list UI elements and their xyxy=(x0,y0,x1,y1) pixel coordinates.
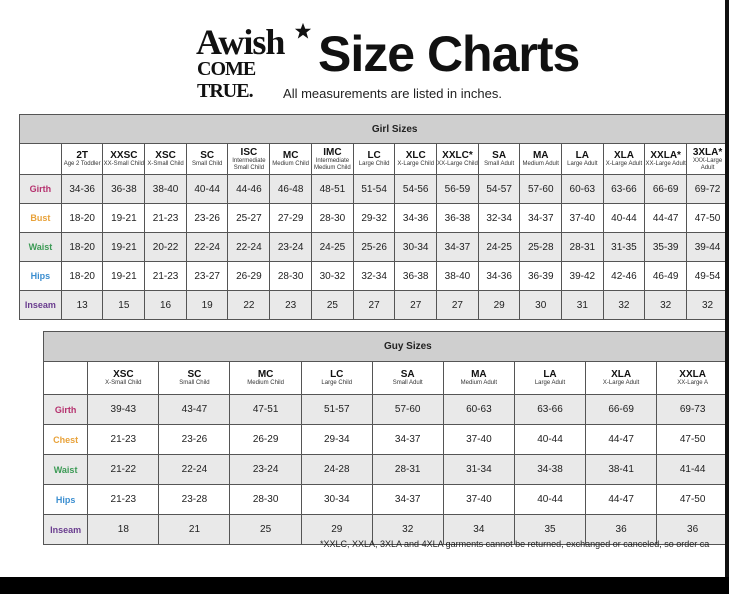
table-cell: 19-21 xyxy=(103,233,145,262)
measurement-label: Waist xyxy=(20,233,62,262)
measurement-label: Chest xyxy=(44,425,88,455)
size-description: Large Adult xyxy=(567,161,598,167)
girl-title-spacer xyxy=(20,115,62,144)
size-description: Intermediate Medium Child xyxy=(314,157,351,171)
size-description: Small Adult xyxy=(484,161,515,167)
size-description: X-Large Adult xyxy=(605,161,643,167)
table-cell: 39-42 xyxy=(562,262,604,291)
table-cell: 23 xyxy=(270,291,312,320)
bottom-bar xyxy=(0,577,729,594)
table-cell: 48-51 xyxy=(311,175,353,204)
size-description: X-Large Child xyxy=(397,161,435,167)
table-cell: 27 xyxy=(395,291,437,320)
size-code: XLA xyxy=(611,369,632,380)
table-cell: 30 xyxy=(520,291,562,320)
table-cell: 66-69 xyxy=(645,175,687,204)
table-cell: 34-38 xyxy=(515,455,586,485)
size-code: SA xyxy=(400,369,415,380)
guy-row-waist xyxy=(44,455,729,485)
table-cell: 25 xyxy=(230,515,301,545)
size-description: Medium Adult xyxy=(522,161,559,167)
size-description: Large Child xyxy=(321,380,353,386)
size-description: XX-Small Child xyxy=(103,161,145,167)
size-code: LC xyxy=(367,150,381,161)
guy-size-header xyxy=(585,362,656,395)
table-cell: 25-26 xyxy=(353,233,395,262)
size-description: Small Child xyxy=(192,161,223,167)
guy-size-header xyxy=(230,362,301,395)
page-title: Size Charts xyxy=(318,26,580,82)
guy-row-hips xyxy=(44,485,729,515)
table-cell: 34-36 xyxy=(478,262,520,291)
measurement-label: Girth xyxy=(20,175,62,204)
size-code: XSC xyxy=(155,150,176,161)
size-description: X-Small Child xyxy=(105,380,142,386)
table-cell: 25-27 xyxy=(228,204,270,233)
guy-size-header xyxy=(443,362,514,395)
table-cell: 25-28 xyxy=(520,233,562,262)
size-code: MC xyxy=(282,150,299,161)
girl-size-header xyxy=(395,144,437,175)
table-cell: 34-37 xyxy=(372,425,443,455)
table-cell: 31-35 xyxy=(603,233,645,262)
table-cell: 34-36 xyxy=(61,175,103,204)
table-cell: 21-23 xyxy=(145,262,187,291)
measurement-label: Girth xyxy=(44,395,88,425)
table-cell: 69-73 xyxy=(657,395,729,425)
girl-size-header xyxy=(270,144,312,175)
table-cell: 27-29 xyxy=(270,204,312,233)
size-description: Medium Child xyxy=(247,380,284,386)
size-description: XX-Large A xyxy=(677,380,708,386)
size-code: 2T xyxy=(76,150,88,161)
table-cell: 27 xyxy=(437,291,479,320)
table-cell: 29 xyxy=(478,291,520,320)
girl-table-title: Girl Sizes xyxy=(61,115,728,144)
table-cell: 34 xyxy=(443,515,514,545)
table-cell: 29 xyxy=(301,515,372,545)
table-cell: 37-40 xyxy=(443,485,514,515)
table-cell: 23-24 xyxy=(270,233,312,262)
table-cell: 35 xyxy=(515,515,586,545)
awish-come-true-logo xyxy=(196,22,308,102)
measurement-label: Waist xyxy=(44,455,88,485)
guy-size-header xyxy=(301,362,372,395)
guy-title-spacer xyxy=(44,332,88,362)
size-description: X-Large Adult xyxy=(602,380,640,386)
guy-size-header xyxy=(657,362,729,395)
girl-row-bust xyxy=(20,204,729,233)
size-code: ISC xyxy=(240,146,258,158)
girl-size-header xyxy=(562,144,604,175)
guy-sizes-table xyxy=(43,331,729,545)
table-cell: 27 xyxy=(353,291,395,320)
girl-size-header xyxy=(145,144,187,175)
table-cell: 44-47 xyxy=(585,425,656,455)
table-cell: 47-50 xyxy=(657,485,729,515)
guy-table-title: Guy Sizes xyxy=(88,332,729,362)
guy-size-header xyxy=(88,362,159,395)
guy-size-header xyxy=(159,362,230,395)
size-description: Small Child xyxy=(179,380,210,386)
guy-row-chest xyxy=(44,425,729,455)
size-description: Intermediate Small Child xyxy=(232,157,266,171)
table-cell: 18 xyxy=(88,515,159,545)
table-cell: 36 xyxy=(585,515,656,545)
size-code: XSC xyxy=(113,369,134,380)
girl-row-girth xyxy=(20,175,729,204)
girl-sizes-table xyxy=(19,114,729,320)
table-cell: 54-56 xyxy=(395,175,437,204)
table-cell: 39-43 xyxy=(88,395,159,425)
size-code: XLC xyxy=(405,150,426,161)
table-cell: 36-38 xyxy=(437,204,479,233)
table-cell: 15 xyxy=(103,291,145,320)
table-cell: 28-31 xyxy=(372,455,443,485)
table-cell: 32-34 xyxy=(478,204,520,233)
table-cell: 21-23 xyxy=(88,485,159,515)
table-cell: 36-38 xyxy=(103,175,145,204)
table-cell: 38-40 xyxy=(437,262,479,291)
table-cell: 46-48 xyxy=(270,175,312,204)
table-cell: 35-39 xyxy=(645,233,687,262)
table-cell: 51-54 xyxy=(353,175,395,204)
girl-header-corner xyxy=(20,144,62,175)
table-cell: 30-34 xyxy=(301,485,372,515)
table-cell: 32 xyxy=(645,291,687,320)
table-cell: 22-24 xyxy=(159,455,230,485)
table-cell: 30-34 xyxy=(395,233,437,262)
size-code: SC xyxy=(200,150,215,161)
logo-text-line1: Awish xyxy=(196,22,285,62)
size-code: XXLA xyxy=(679,369,706,380)
girl-size-header xyxy=(103,144,145,175)
table-cell: 20-22 xyxy=(145,233,187,262)
table-cell: 49-54 xyxy=(687,262,729,291)
table-cell: 28-30 xyxy=(230,485,301,515)
size-code: LA xyxy=(543,369,557,380)
table-cell: 31-34 xyxy=(443,455,514,485)
table-cell: 36-38 xyxy=(395,262,437,291)
guy-header-corner xyxy=(44,362,88,395)
table-cell: 26-29 xyxy=(230,425,301,455)
size-code: MA xyxy=(471,369,487,380)
table-cell: 21-22 xyxy=(88,455,159,485)
table-cell: 40-44 xyxy=(186,175,228,204)
girl-row-hips xyxy=(20,262,729,291)
size-code: LC xyxy=(330,369,344,380)
table-cell: 18-20 xyxy=(61,204,103,233)
star-icon xyxy=(294,22,312,40)
guy-row-girth xyxy=(44,395,729,425)
table-cell: 38-40 xyxy=(145,175,187,204)
table-cell: 40-44 xyxy=(603,204,645,233)
table-cell: 24-28 xyxy=(301,455,372,485)
footnote: *XXLC, XXLA, 3XLA and 4XLA garments cannot be returned, exchanged or canceled, so order ca xyxy=(320,539,710,549)
girl-size-header xyxy=(645,144,687,175)
table-cell: 47-50 xyxy=(687,204,729,233)
table-cell: 36 xyxy=(657,515,729,545)
table-cell: 34-37 xyxy=(520,204,562,233)
size-description: Medium Child xyxy=(272,161,309,167)
table-cell: 44-47 xyxy=(585,485,656,515)
table-cell: 21-23 xyxy=(145,204,187,233)
table-cell: 29-32 xyxy=(353,204,395,233)
table-cell: 13 xyxy=(61,291,103,320)
girl-size-header xyxy=(603,144,645,175)
table-cell: 21-23 xyxy=(88,425,159,455)
table-cell: 22-24 xyxy=(228,233,270,262)
measurement-label: Hips xyxy=(20,262,62,291)
table-cell: 60-63 xyxy=(562,175,604,204)
size-code: SA xyxy=(492,150,507,161)
table-cell: 34-36 xyxy=(395,204,437,233)
table-cell: 40-44 xyxy=(515,425,586,455)
table-cell: 32-34 xyxy=(353,262,395,291)
girl-size-header xyxy=(520,144,562,175)
table-cell: 44-46 xyxy=(228,175,270,204)
table-cell: 39-44 xyxy=(687,233,729,262)
table-cell: 66-69 xyxy=(585,395,656,425)
size-description: Medium Adult xyxy=(460,380,498,386)
guy-size-header xyxy=(372,362,443,395)
table-cell: 28-31 xyxy=(562,233,604,262)
table-cell: 32 xyxy=(372,515,443,545)
size-description: XXX-Large Adult xyxy=(692,157,723,171)
table-cell: 19-21 xyxy=(103,262,145,291)
table-cell: 57-60 xyxy=(372,395,443,425)
table-cell: 51-57 xyxy=(301,395,372,425)
table-cell: 57-60 xyxy=(520,175,562,204)
size-code: MC xyxy=(257,369,274,380)
table-cell: 37-40 xyxy=(562,204,604,233)
table-cell: 19 xyxy=(186,291,228,320)
right-edge-border xyxy=(725,0,729,594)
size-code: XXLC* xyxy=(442,150,473,161)
table-cell: 29-34 xyxy=(301,425,372,455)
table-cell: 16 xyxy=(145,291,187,320)
girl-size-header xyxy=(186,144,228,175)
table-cell: 28-30 xyxy=(270,262,312,291)
table-cell: 54-57 xyxy=(478,175,520,204)
table-cell: 34-37 xyxy=(437,233,479,262)
girl-row-waist xyxy=(20,233,729,262)
table-cell: 32 xyxy=(603,291,645,320)
table-cell: 18-20 xyxy=(61,262,103,291)
size-code: SC xyxy=(187,369,202,380)
girl-size-header xyxy=(353,144,395,175)
table-cell: 42-46 xyxy=(603,262,645,291)
table-cell: 30-32 xyxy=(311,262,353,291)
table-cell: 40-44 xyxy=(515,485,586,515)
table-cell: 26-29 xyxy=(228,262,270,291)
page-subtitle: All measurements are listed in inches. xyxy=(283,86,502,101)
girl-size-header xyxy=(311,144,353,175)
size-description: Age 2 Toddler xyxy=(63,161,101,167)
size-description: Large Adult xyxy=(534,380,566,386)
table-cell: 19-21 xyxy=(103,204,145,233)
size-code: XXSC xyxy=(110,150,138,161)
table-cell: 63-66 xyxy=(603,175,645,204)
size-code: 3XLA* xyxy=(692,146,723,158)
table-cell: 23-28 xyxy=(159,485,230,515)
table-cell: 36-39 xyxy=(520,262,562,291)
size-description: XX-Large Adult xyxy=(645,161,686,167)
table-cell: 41-44 xyxy=(657,455,729,485)
size-code: LA xyxy=(575,150,590,161)
table-cell: 24-25 xyxy=(478,233,520,262)
size-code: IMC xyxy=(323,146,342,158)
table-cell: 38-41 xyxy=(585,455,656,485)
table-cell: 34-37 xyxy=(372,485,443,515)
table-cell: 43-47 xyxy=(159,395,230,425)
table-cell: 23-24 xyxy=(230,455,301,485)
size-description: Small Adult xyxy=(392,380,423,386)
size-description: XX-Large Child xyxy=(437,161,478,167)
table-cell: 47-50 xyxy=(657,425,729,455)
table-cell: 31 xyxy=(562,291,604,320)
table-cell: 69-72 xyxy=(687,175,729,204)
measurement-label: Hips xyxy=(44,485,88,515)
girl-size-header xyxy=(478,144,520,175)
size-code: XXLA* xyxy=(650,150,681,161)
table-cell: 18-20 xyxy=(61,233,103,262)
table-cell: 22-24 xyxy=(186,233,228,262)
table-cell: 23-26 xyxy=(159,425,230,455)
measurement-label: Bust xyxy=(20,204,62,233)
table-cell: 37-40 xyxy=(443,425,514,455)
table-cell: 23-26 xyxy=(186,204,228,233)
size-code: MA xyxy=(532,150,549,161)
size-description: X-Small Child xyxy=(147,161,184,167)
size-description: Large Child xyxy=(358,161,390,167)
girl-size-header xyxy=(687,144,729,175)
table-cell: 46-49 xyxy=(645,262,687,291)
table-cell: 32 xyxy=(687,291,729,320)
measurement-label: Inseam xyxy=(44,515,88,545)
table-cell: 25 xyxy=(311,291,353,320)
girl-size-header xyxy=(228,144,270,175)
table-cell: 44-47 xyxy=(645,204,687,233)
girl-size-header xyxy=(437,144,479,175)
size-code: XLA xyxy=(613,150,634,161)
girl-size-header xyxy=(61,144,103,175)
girl-row-inseam xyxy=(20,291,729,320)
table-cell: 21 xyxy=(159,515,230,545)
table-cell: 23-27 xyxy=(186,262,228,291)
table-cell: 47-51 xyxy=(230,395,301,425)
table-cell: 24-25 xyxy=(311,233,353,262)
table-cell: 63-66 xyxy=(515,395,586,425)
table-cell: 22 xyxy=(228,291,270,320)
table-cell: 60-63 xyxy=(443,395,514,425)
measurement-label: Inseam xyxy=(20,291,62,320)
guy-size-header xyxy=(515,362,586,395)
table-cell: 56-59 xyxy=(437,175,479,204)
table-cell: 28-30 xyxy=(311,204,353,233)
logo-text-line2: COME TRUE. xyxy=(197,58,256,102)
